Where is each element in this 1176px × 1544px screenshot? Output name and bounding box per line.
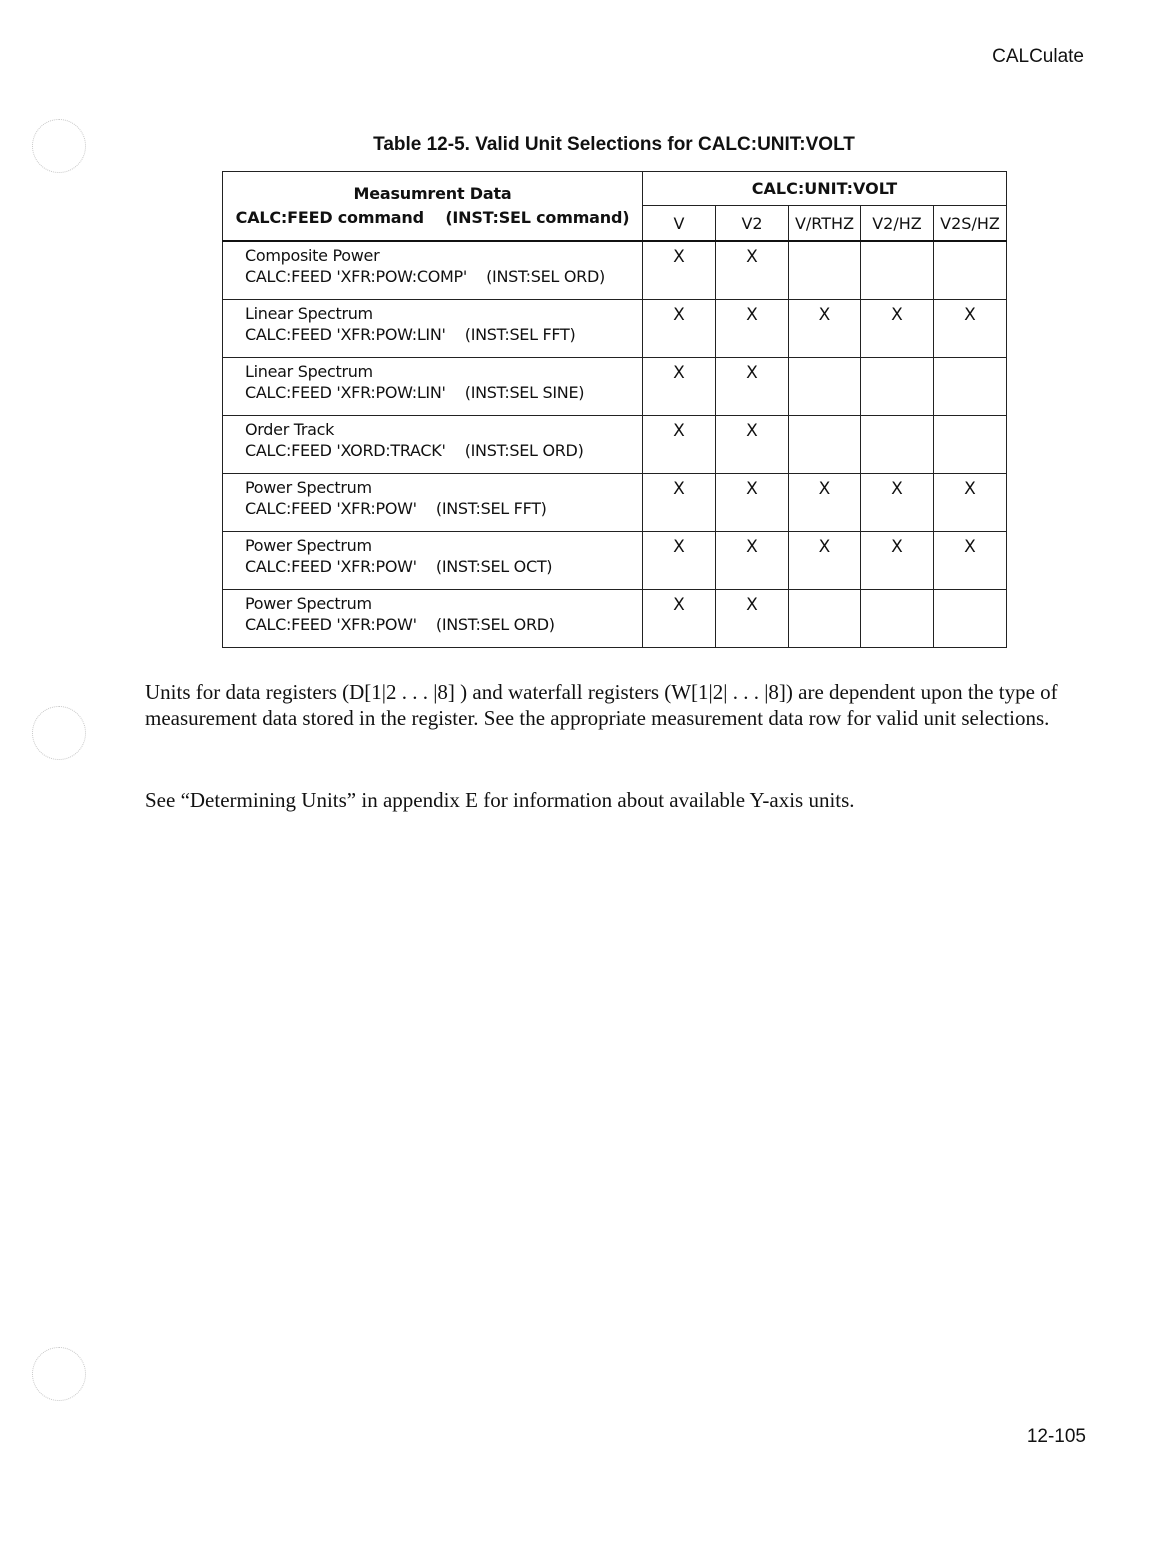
measurement-name: Composite Power [245,246,380,265]
measurement-command: CALC:FEED 'XFR:POW' (INST:SEL ORD) [245,615,555,634]
unit-mark [789,416,861,474]
unit-mark: X [643,416,716,474]
page-number: 12-105 [1026,1426,1086,1447]
unit-mark [861,590,934,648]
measurement-command: CALC:FEED 'XORD:TRACK' (INST:SEL ORD) [245,441,584,460]
unit-column-header: V2/HZ [861,206,934,241]
measurement-cell [223,416,643,474]
measurement-name: Power Spectrum [245,594,372,613]
unit-mark [789,590,861,648]
unit-mark: X [789,532,861,590]
unit-mark: X [643,474,716,532]
unit-mark [934,416,1007,474]
unit-mark: X [934,300,1007,358]
table-caption: Table 12-5. Valid Unit Selections for CALC:UNIT:VOLT [373,134,855,155]
measurement-name: Order Track [245,420,335,439]
unit-mark [789,358,861,416]
table-row [223,300,1007,358]
measurement-command: CALC:FEED 'XFR:POW' (INST:SEL OCT) [245,557,553,576]
unit-mark [861,416,934,474]
measurement-name: Power Spectrum [245,536,372,555]
unit-column-header: V2S/HZ [934,206,1007,241]
unit-mark: X [934,474,1007,532]
table-row [223,358,1007,416]
table-row [223,474,1007,532]
unit-mark: X [789,474,861,532]
unit-column-header: V [643,206,716,241]
unit-mark: X [643,241,716,300]
unit-mark: X [716,358,789,416]
measurement-cell [223,532,643,590]
unit-column-header: V2 [716,206,789,241]
measurement-name: Power Spectrum [245,478,372,497]
unit-mark: X [716,474,789,532]
unit-mark: X [643,590,716,648]
measurement-name: Linear Spectrum [245,362,373,381]
unit-mark: X [716,300,789,358]
see-also-paragraph: See “Determining Units” in appendix E for information about available Y-axis units. [145,788,855,812]
unit-mark [789,241,861,300]
table-row [223,416,1007,474]
measurement-command: CALC:FEED 'XFR:POW:COMP' (INST:SEL ORD) [245,267,605,286]
unit-mark: X [861,532,934,590]
unit-mark: X [789,300,861,358]
unit-column-header: V/RTHZ [789,206,861,241]
unit-mark [861,358,934,416]
measurement-data-header-line1: Measumrent Data [353,184,512,203]
measurement-data-header-line2: CALC:FEED command (INST:SEL command) [235,208,630,227]
punch-hole-middle [32,706,86,760]
unit-mark: X [643,300,716,358]
unit-mark: X [934,532,1007,590]
unit-mark: X [861,300,934,358]
measurement-cell [223,241,643,300]
punch-hole-bottom [32,1347,86,1401]
punch-hole-top [32,119,86,173]
unit-mark: X [716,241,789,300]
unit-group-header: CALC:UNIT:VOLT [643,172,1007,206]
measurement-cell [223,590,643,648]
unit-mark [934,590,1007,648]
measurement-cell [223,358,643,416]
measurement-cell [223,300,643,358]
unit-selection-table [222,171,1007,648]
table-row [223,241,1007,300]
measurement-command: CALC:FEED 'XFR:POW:LIN' (INST:SEL FFT) [245,325,576,344]
unit-mark [934,241,1007,300]
unit-mark [934,358,1007,416]
units-paragraph: Units for data registers (D[1|2 . . . |8] ) and waterfall registers (W[1|2| . . . |8]) are dependent upon the type of measurement data stored in the register. See the appropriate measurement data row for valid unit selections. [145,680,1058,730]
unit-mark: X [643,358,716,416]
unit-mark: X [861,474,934,532]
measurement-name: Linear Spectrum [245,304,373,323]
measurement-command: CALC:FEED 'XFR:POW:LIN' (INST:SEL SINE) [245,383,585,402]
measurement-data-header [223,172,643,242]
unit-mark: X [716,532,789,590]
measurement-command: CALC:FEED 'XFR:POW' (INST:SEL FFT) [245,499,547,518]
table-row [223,532,1007,590]
measurement-cell [223,474,643,532]
unit-mark [861,241,934,300]
unit-mark: X [716,590,789,648]
table-row [223,590,1007,648]
unit-mark: X [716,416,789,474]
section-title: CALCulate [992,46,1084,67]
unit-mark: X [643,532,716,590]
